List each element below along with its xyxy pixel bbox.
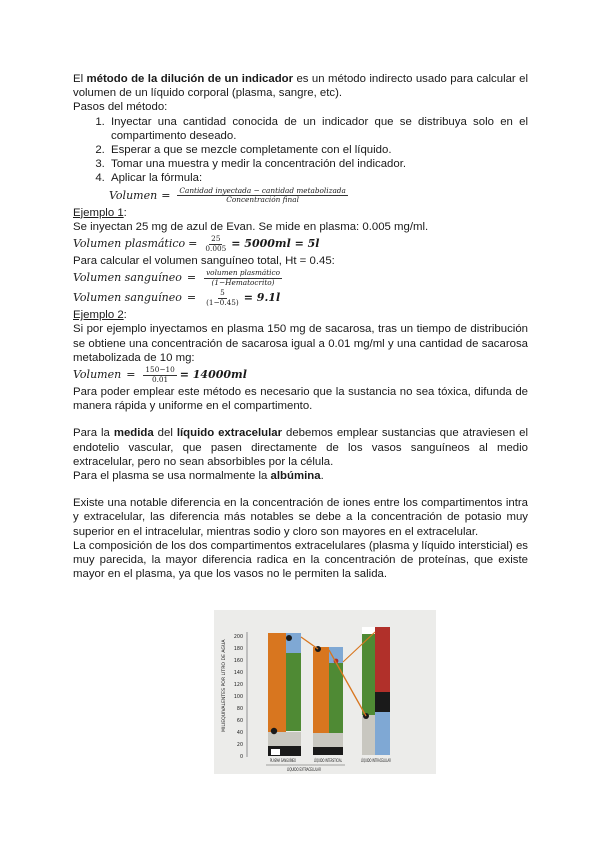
y-axis-label: MILIEQUIVALENTES POR LITRO DE AGUA (222, 639, 227, 732)
step-item: 4. Aplicar la fórmula: (108, 171, 528, 185)
y-tick-label: 80 (236, 707, 243, 712)
step-item: 1. Inyectar una cantidad conocida de un indicador que se distribuya solo en el compartimento deseado. (108, 115, 528, 143)
blood-volume-equation: Volumen sanguíneo = $\frac{\text{volumen plasmático}}{\text{(1−Hematocrito)}}$ (73, 268, 280, 287)
steps-title: Pasos del método: (73, 101, 168, 114)
composition-paragraph: La composición de los dos compartimentos extracelulares (plasma y líquido intersticial) es muy parecida, la mayor diferencia radica en la concentración de proteínas, que existe mayor en el plasma, ya que los vasos no le permiten la salida. (73, 539, 528, 581)
intracellular-column (362, 627, 390, 755)
y-tick-label: 0 (239, 755, 243, 760)
example-2-title: Ejemplo 2: (73, 309, 127, 322)
y-tick-label: 60 (236, 719, 243, 724)
example-1-title: Ejemplo 1: (73, 206, 127, 219)
example-1-text: Se inyectan 25 mg de azul de Evan. Se mide en plasma: 0.005 mg/ml. (73, 220, 429, 233)
example-1-text-2: Para calcular el volumen sanguíneo total, Ht = 0.45: (73, 255, 335, 268)
intro-paragraph: El método de la dilución de un indicador es un método indirecto usado para calcular el volumen de un líquido corporal (plasma, sangre, etc). (73, 73, 529, 100)
ion-composition-figure (214, 610, 436, 774)
steps-list (73, 115, 528, 186)
plasma-column (268, 633, 301, 756)
document-body (73, 72, 528, 581)
blood-volume-result: Volumen sanguíneo = $\frac{5}{(1-0.45)}$ = 9.1l (73, 288, 281, 307)
step-item: 3. Tomar una muestra y medir la concentración del indicador. (108, 157, 528, 171)
plasma-paragraph: Para el plasma se usa normalmente la albúmina. (73, 470, 324, 483)
column-label: LÍQUIDO INTERSTICIAL (314, 758, 343, 763)
interstitial-column (313, 646, 343, 755)
ions-paragraph: Existe una notable diferencia en la concentración de iones entre los compartimentos intra y extracelular, las diferencia más notables se debe a la concentración de potasio muy superior en el intracelular, mientras sodio y cloro son mayores en el extracelular. (73, 497, 528, 538)
sucrose-volume-equation: Volumen = $\frac{150-10}{0.01}$ = 14000ml (73, 365, 247, 384)
y-tick-label: 40 (236, 731, 243, 736)
y-tick-label: 160 (233, 659, 243, 664)
extracellular-paragraph: Para la medida del líquido extracelular debemos emplear sustancias que atraviesen el endotelio vascular, que pasen directamente de los vasos sanguíneos al medio extracelular, pero no sean absorbibles por la célula. (73, 427, 528, 468)
method-name: método de la dilución de un indicador (86, 73, 294, 85)
main-formula: Volumen = $\frac{\text{Cantidad inyectada − cantidad metabolizada}}{\text{Concentración final}}$ (109, 185, 346, 205)
column-label: LÍQUIDO INTRACELULAR (361, 758, 392, 763)
example-2-text: Si por ejemplo inyectamos en plasma 150 mg de sacarosa, tras un tiempo de distribución se obtiene una concentración de sacarosa igual a 0.01 mg/ml y una cantidad de sacarosa metabolizada de 10 mg: (73, 323, 528, 364)
example-2-text-2: Para poder emplear este método es necesario que la sustancia no sea tóxica, difunda de manera rápida y uniforme en el compartimento. (73, 386, 528, 413)
ion-composition-chart (214, 610, 436, 774)
plasma-volume-equation: Volumen plasmático = $\frac{25}{0.005}$ = 5000ml = 5l (73, 234, 320, 253)
y-tick-label: 140 (233, 671, 243, 676)
extracellular-group-label: LÍQUIDO EXTRACELULAR (287, 767, 322, 772)
column-label: PLASMA SANGUÍNEO (270, 758, 296, 763)
step-item: 2. Esperar a que se mezcle completamente con el líquido. (108, 143, 528, 157)
y-tick-label: 200 (233, 635, 243, 640)
y-tick-label: 100 (233, 695, 243, 700)
y-tick-label: 180 (233, 647, 243, 652)
y-tick-label: 120 (233, 683, 243, 688)
y-tick-label: 20 (236, 743, 243, 748)
